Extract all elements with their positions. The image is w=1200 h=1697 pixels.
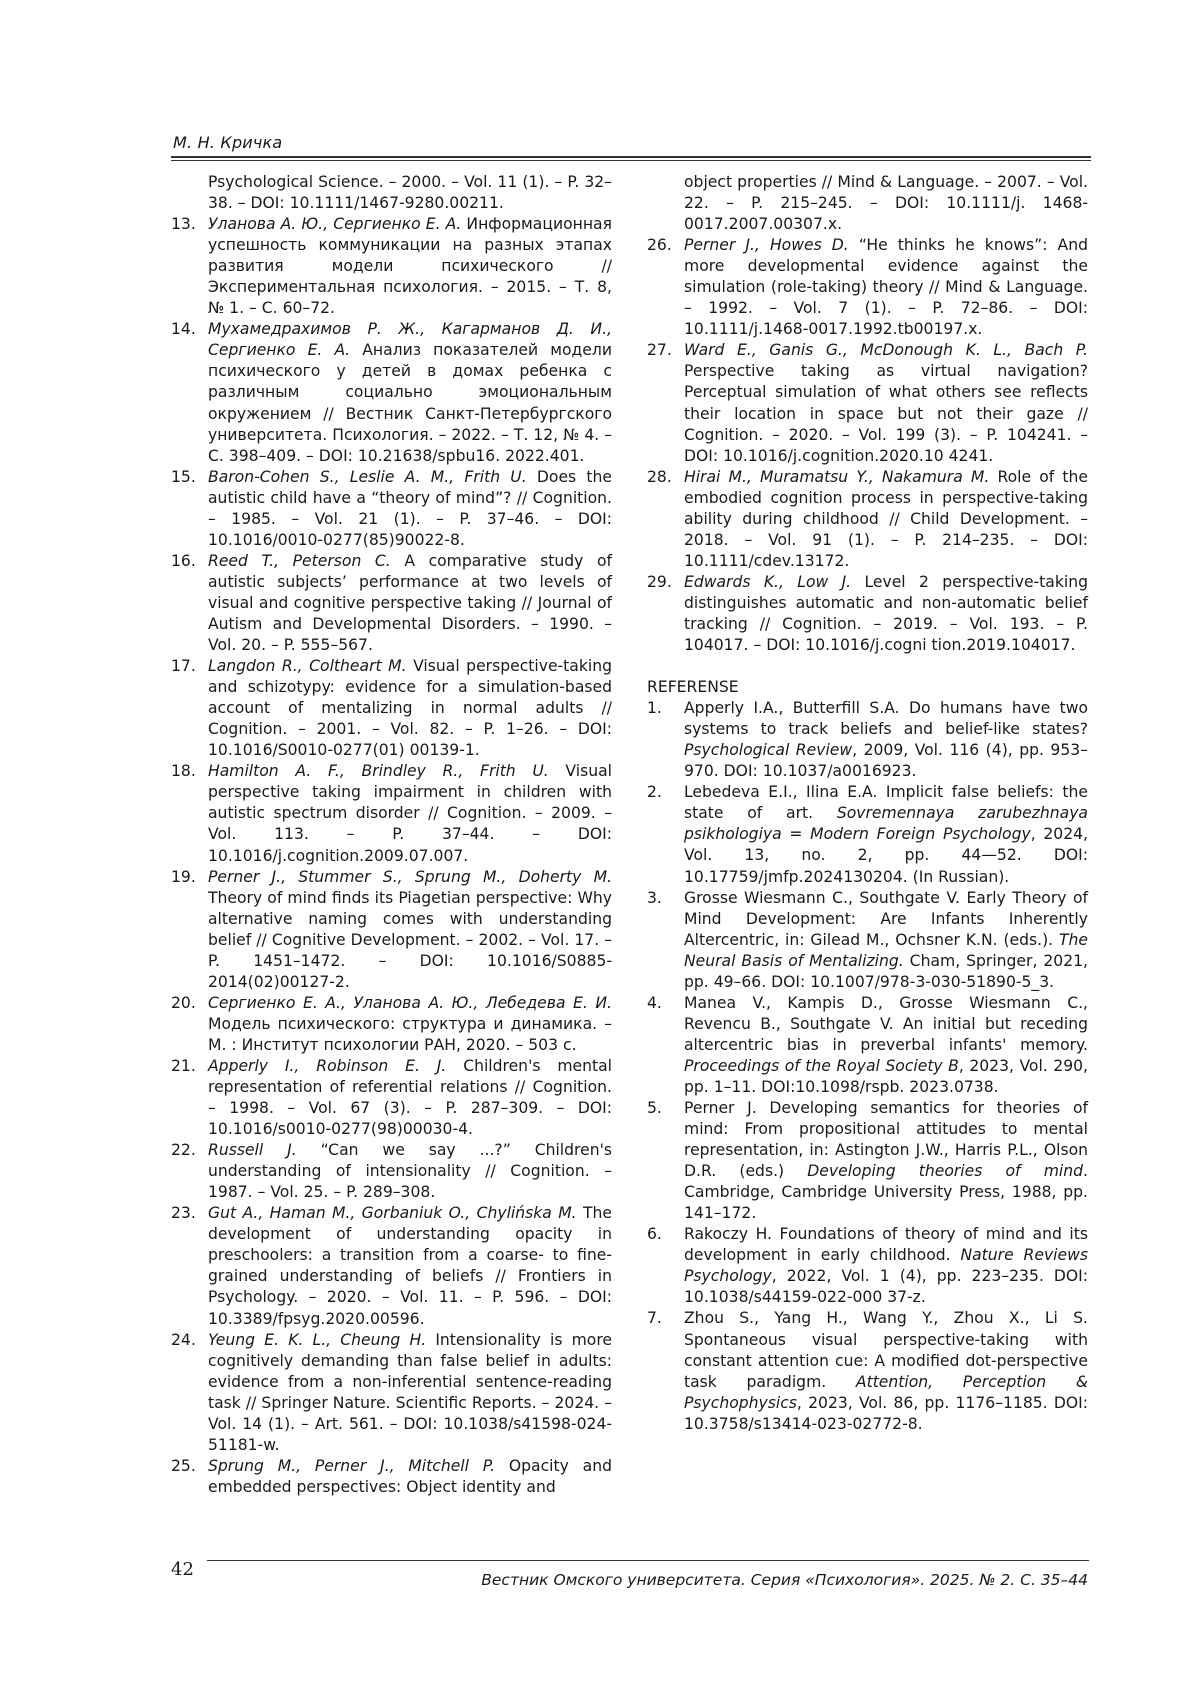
reference-text: Perner J. Developing semantics for theories of mind: From propositional attitudes to mental representation, in: Astington J.W., Harris P.L., Olson D.R. (eds.) bbox=[684, 1099, 1088, 1181]
reference-text: , 2023, Vol. 290, pp. 1–11. DOI:10.1098/rspb. 2023.0738. bbox=[684, 1056, 1088, 1096]
reference-item bbox=[647, 782, 1088, 887]
reference-item bbox=[647, 1098, 1088, 1224]
reference-item bbox=[647, 1224, 1088, 1308]
reference-number: 28. bbox=[647, 467, 672, 486]
reference-text: Cham, Springer, 2021, pp. 49–66. DOI: 10.1007/978-3-030-51890-5_3. bbox=[684, 951, 1088, 991]
reference-list-left bbox=[171, 214, 612, 1498]
reference-authors: Уланова А. Ю., Сергиенко Е. А. bbox=[208, 215, 462, 234]
reference-text: , 2023, Vol. 86, pp. 1176–1185. DOI: 10.3758/s13414-023-02772-8. bbox=[684, 1393, 1088, 1433]
reference-item bbox=[171, 867, 612, 993]
reference-item bbox=[647, 467, 1088, 572]
reference-body bbox=[208, 1140, 612, 1203]
reference-body bbox=[684, 782, 1088, 887]
reference-body bbox=[208, 1203, 612, 1329]
reference-body bbox=[208, 551, 612, 656]
reference-number: 25. bbox=[171, 1456, 196, 1475]
reference-text: Role of the embodied cognition process in perspective-taking ability during childhood // Child Development. – 2018. – Vol. 91 (1). – P. 214–235. – DOI: 10.1111/cdev.13172. bbox=[684, 467, 1088, 570]
reference-text: Rakoczy H. Foundations of theory of mind and its development in early childhood. bbox=[684, 1225, 1088, 1265]
reference-item bbox=[171, 1203, 612, 1329]
right-column bbox=[647, 172, 1088, 1435]
reference-text: A comparative study of autistic subjects’ performance at two levels of visual and cognitive perspective taking // Journal of Autism and Developmental Disorders. – 1990. – Vol. 20. – P. 555–567. bbox=[208, 551, 612, 655]
reference-item bbox=[171, 1330, 612, 1456]
reference-authors: Сергиенко Е. А., Уланова А. Ю., Лебедева Е. И. bbox=[208, 993, 612, 1012]
reference-number: 5. bbox=[647, 1099, 662, 1118]
reference-item bbox=[171, 761, 612, 866]
reference-number: 3. bbox=[647, 888, 662, 907]
reference-item bbox=[647, 235, 1088, 340]
reference-number: 22. bbox=[171, 1141, 196, 1160]
reference-text: Does the autistic child have a “theory of mind”? // Cognition. – 1985. – Vol. 21 (1). – P. 37–46. – DOI: 10.1016/0010-0277(85)90022-8. bbox=[208, 467, 612, 549]
reference-source-title: Developing theories of mind bbox=[807, 1162, 1084, 1181]
reference-item bbox=[171, 551, 612, 656]
reference-authors: Hamilton A. F., Brindley R., Frith U. bbox=[208, 762, 549, 781]
reference-text: , 2009, Vol. 116 (4), pp. 953–970. DOI: 10.1037/a0016923. bbox=[684, 741, 1088, 781]
running-head: М. Н. Кричка bbox=[173, 133, 283, 152]
reference-source-title: Proceedings of the Royal Society B bbox=[684, 1056, 959, 1075]
reference-item bbox=[647, 340, 1088, 466]
reference-body bbox=[684, 888, 1088, 993]
reference-item bbox=[171, 1056, 612, 1140]
reference-text: Lebedeva E.I., Ilina E.A. Implicit false beliefs: the state of art. bbox=[684, 783, 1088, 823]
reference-body bbox=[208, 761, 612, 866]
reference-item bbox=[171, 467, 612, 551]
reference-text: Анализ показателей модели психического у детей в домах ребенка с различным социально эмоциональным окружением // Вестник Санкт-Петербургского университета. Психология. – 2022. – Т. 12, № 4. – С. 398–409. – DOI: 10.21638/spbu16. 2022.401. bbox=[208, 341, 612, 465]
reference-authors: Perner J., Stummer S., Sprung M., Doherty M. bbox=[208, 867, 612, 886]
reference-text: Children's mental representation of referential relations // Cognition. – 1998. – Vol. 67 (3). – P. 287–309. – DOI: 10.1016/s0010-0277(98)00030-4. bbox=[208, 1056, 612, 1139]
reference-authors: Hirai M., Muramatsu Y., Nakamura M. bbox=[684, 467, 990, 486]
reference-number: 4. bbox=[647, 993, 662, 1012]
page-number: 42 bbox=[171, 1559, 194, 1580]
reference-number: 24. bbox=[171, 1330, 196, 1349]
reference-source-title: Sovremennaya zarubezhnaya psikhologiya = Modern Foreign Psychology bbox=[684, 804, 1088, 844]
reference-source-title: Nature Reviews Psychology bbox=[684, 1246, 1088, 1286]
reference-continuation: object properties // Mind & Language. – 2007. – Vol. 22. – P. 215–245. – DOI: 10.1111/j. 1468-0017.2007.00307.x. bbox=[684, 173, 1088, 234]
reference-text: The development of understanding opacity in preschoolers: a transition from a coarse- to fine-grained understanding of beliefs // Frontiers in Psychology. – 2020. – Vol. 11. – P. 596. – DOI: 10.3389/fpsyg.2020.00596. bbox=[208, 1204, 612, 1328]
reference-text: Manea V., Kampis D., Grosse Wiesmann C., Revencu B., Southgate V. An initial but receding altercentric bias in preverbal infants' memory. bbox=[684, 993, 1088, 1054]
reference-item bbox=[647, 993, 1088, 1098]
reference-item bbox=[171, 1140, 612, 1203]
reference-body bbox=[684, 698, 1088, 782]
reference-number: 17. bbox=[171, 657, 196, 676]
reference-number: 15. bbox=[171, 467, 196, 486]
reference-text: Grosse Wiesmann C., Southgate V. Early Theory of Mind Development: Are Infants Inherently Altercentric, in: Gilead M., Ochsner K.N. (eds.). bbox=[684, 888, 1088, 949]
reference-authors: Perner J., Howes D. bbox=[684, 236, 849, 255]
reference-continuation: Psychological Science. – 2000. – Vol. 11 (1). – P. 32–38. – DOI: 10.1111/1467-9280.00211. bbox=[208, 173, 612, 213]
reference-text: Theory of mind finds its Piagetian perspective: Why alternative naming comes with understanding belief // Cognitive Development. – 2002. – Vol. 17. – P. 1451–1472. – DOI: 10.1016/S0885-2014(02)00127-2. bbox=[208, 888, 612, 991]
reference-number: 29. bbox=[647, 572, 672, 591]
reference-body bbox=[208, 467, 612, 551]
reference-body bbox=[208, 214, 612, 319]
reference-text: Intensionality is more cognitively demanding than false belief in adults: evidence from a non-inferential sentence-reading task // Springer Nature. Scientific Reports. – 2024. – Vol. 14 (1). – Art. 561. – DOI: 10.1038/s41598-024-51181-w. bbox=[208, 1330, 612, 1454]
reference-source-title: Psychological Review bbox=[684, 741, 853, 760]
journal-footer: Вестник Омского университета. Серия «Психология». 2025. № 2. С. 35–44 bbox=[481, 1571, 1088, 1589]
reference-text: “Can we say ...?” Children's understanding of intensionality // Cognition. – 1987. – Vol. 25. – P. 289–308. bbox=[208, 1141, 612, 1202]
references-heading: REFERENSE bbox=[647, 678, 739, 697]
reference-authors: Ward E., Ganis G., McDonough K. L., Bach P. bbox=[684, 341, 1088, 360]
reference-list-right bbox=[647, 235, 1088, 656]
reference-body bbox=[684, 572, 1088, 656]
reference-text: Level 2 perspective-taking distinguishes automatic and non-automatic belief tracking // Cognition. – 2019. – Vol. 193. – P. 104017. – DOI: 10.1016/j.cogni tion.2019.104017. bbox=[684, 572, 1088, 655]
reference-item bbox=[647, 888, 1088, 993]
reference-number: 19. bbox=[171, 867, 196, 886]
reference-authors: Apperly I., Robinson E. J. bbox=[208, 1056, 447, 1075]
reference-body bbox=[208, 1056, 612, 1140]
reference-authors: Langdon R., Coltheart M. bbox=[208, 657, 407, 676]
reference-number: 7. bbox=[647, 1309, 662, 1328]
reference-body bbox=[684, 235, 1088, 340]
reference-number: 18. bbox=[171, 762, 196, 781]
reference-body bbox=[208, 1330, 612, 1456]
left-column bbox=[171, 172, 612, 1498]
reference-body bbox=[684, 993, 1088, 1098]
reference-body bbox=[208, 1456, 612, 1498]
reference-authors: Russell J. bbox=[208, 1141, 297, 1160]
reference-number: 26. bbox=[647, 236, 672, 255]
reference-number: 16. bbox=[171, 551, 196, 570]
reference-source-title: The Neural Basis of Mentalizing. bbox=[684, 930, 1088, 970]
english-reference-list bbox=[647, 698, 1088, 1435]
reference-number: 13. bbox=[171, 215, 196, 234]
header-rule-thin bbox=[171, 160, 1091, 161]
reference-authors: Yeung E. K. L., Cheung H. bbox=[208, 1330, 427, 1349]
reference-body bbox=[684, 1098, 1088, 1224]
reference-text: Модель психического: структура и динамика. – М. : Институт психологии РАН, 2020. – 503 с. bbox=[208, 1014, 612, 1054]
reference-text: Visual perspective-taking and schizotypy: evidence for a simulation-based account of mentalizing in normal adults // Cognition. – 2001. – Vol. 82. – P. 1–26. – DOI: 10.1016/S0010-0277(01) 00139-1. bbox=[208, 657, 612, 760]
reference-authors: Sprung M., Perner J., Mitchell P. bbox=[208, 1456, 496, 1475]
reference-item bbox=[647, 1308, 1088, 1434]
footer-rule bbox=[207, 1560, 1089, 1561]
reference-number: 14. bbox=[171, 320, 196, 339]
reference-item bbox=[171, 319, 612, 466]
header-rule bbox=[171, 156, 1091, 158]
reference-item bbox=[171, 1456, 612, 1498]
reference-body bbox=[208, 656, 612, 761]
reference-body bbox=[684, 340, 1088, 466]
reference-text: , 2022, Vol. 1 (4), pp. 223–235. DOI: 10.1038/s44159-022-000 37-z. bbox=[684, 1267, 1088, 1307]
reference-body bbox=[684, 467, 1088, 572]
reference-number: 2. bbox=[647, 783, 662, 802]
reference-item bbox=[647, 698, 1088, 782]
reference-number: 6. bbox=[647, 1225, 662, 1244]
reference-text: Visual perspective taking impairment in children with autistic spectrum disorder // Cognition. – 2009. – Vol. 113. – P. 37–44. – DOI: 10.1016/j.cognition.2009.07.007. bbox=[208, 762, 612, 865]
reference-text: Информационная успешность коммуникации на разных этапах развития модели психического // Экспериментальная психология. – 2015. – Т. 8, № 1. – С. 60–72. bbox=[208, 215, 612, 318]
reference-number: 20. bbox=[171, 993, 196, 1012]
reference-authors: Edwards K., Low J. bbox=[684, 572, 852, 591]
reference-text: , 2024, Vol. 13, no. 2, pp. 44—52. DOI: 10.17759/jmfp.2024130204. (In Russian). bbox=[684, 825, 1088, 886]
reference-text: Apperly I.A., Butterfill S.A. Do humans have two systems to track beliefs and belief-like states? bbox=[684, 699, 1088, 739]
reference-body bbox=[684, 1224, 1088, 1308]
reference-body bbox=[208, 867, 612, 993]
reference-number: 1. bbox=[647, 699, 662, 718]
reference-number: 21. bbox=[171, 1056, 196, 1075]
reference-number: 27. bbox=[647, 341, 672, 360]
reference-text: “He thinks he knows”: And more developmental evidence against the simulation (role-taking) theory // Mind & Language. – 1992. – Vol. 7 (1). – P. 72–86. – DOI: 10.1111/j.1468-0017.1992.tb00197.x. bbox=[684, 236, 1088, 339]
reference-item bbox=[171, 656, 612, 761]
reference-authors: Reed T., Peterson C. bbox=[208, 551, 391, 570]
reference-authors: Gut A., Haman M., Gorbaniuk O., Chylińska M. bbox=[208, 1204, 577, 1223]
reference-item bbox=[647, 572, 1088, 656]
reference-body bbox=[684, 1308, 1088, 1434]
reference-authors: Мухамедрахимов Р. Ж., Кагарманов Д. И., Сергиенко Е. А. bbox=[208, 320, 612, 360]
reference-number: 23. bbox=[171, 1204, 196, 1223]
reference-body bbox=[208, 319, 612, 466]
reference-text: Perspective taking as virtual navigation? Perceptual simulation of what others see reflects their location in space but not their gaze // Cognition. – 2020. – Vol. 199 (3). – P. 104241. – DOI: 10.1016/j.cognition.2020.10 4241. bbox=[684, 362, 1088, 465]
reference-text: . Cambridge, Cambridge University Press, 1988, pp. 141–172. bbox=[684, 1162, 1088, 1223]
reference-authors: Baron-Cohen S., Leslie A. M., Frith U. bbox=[208, 467, 527, 486]
reference-source-title: Attention, Perception & Psychophysics bbox=[684, 1372, 1088, 1412]
reference-text: Opacity and embedded perspectives: Object identity and bbox=[208, 1456, 612, 1496]
reference-item bbox=[171, 993, 612, 1056]
reference-text: Zhou S., Yang H., Wang Y., Zhou X., Li S. Spontaneous visual perspective-taking with constant attention cue: A modified dot-perspective task paradigm. bbox=[684, 1309, 1088, 1391]
reference-item bbox=[171, 214, 612, 319]
reference-body bbox=[208, 993, 612, 1056]
